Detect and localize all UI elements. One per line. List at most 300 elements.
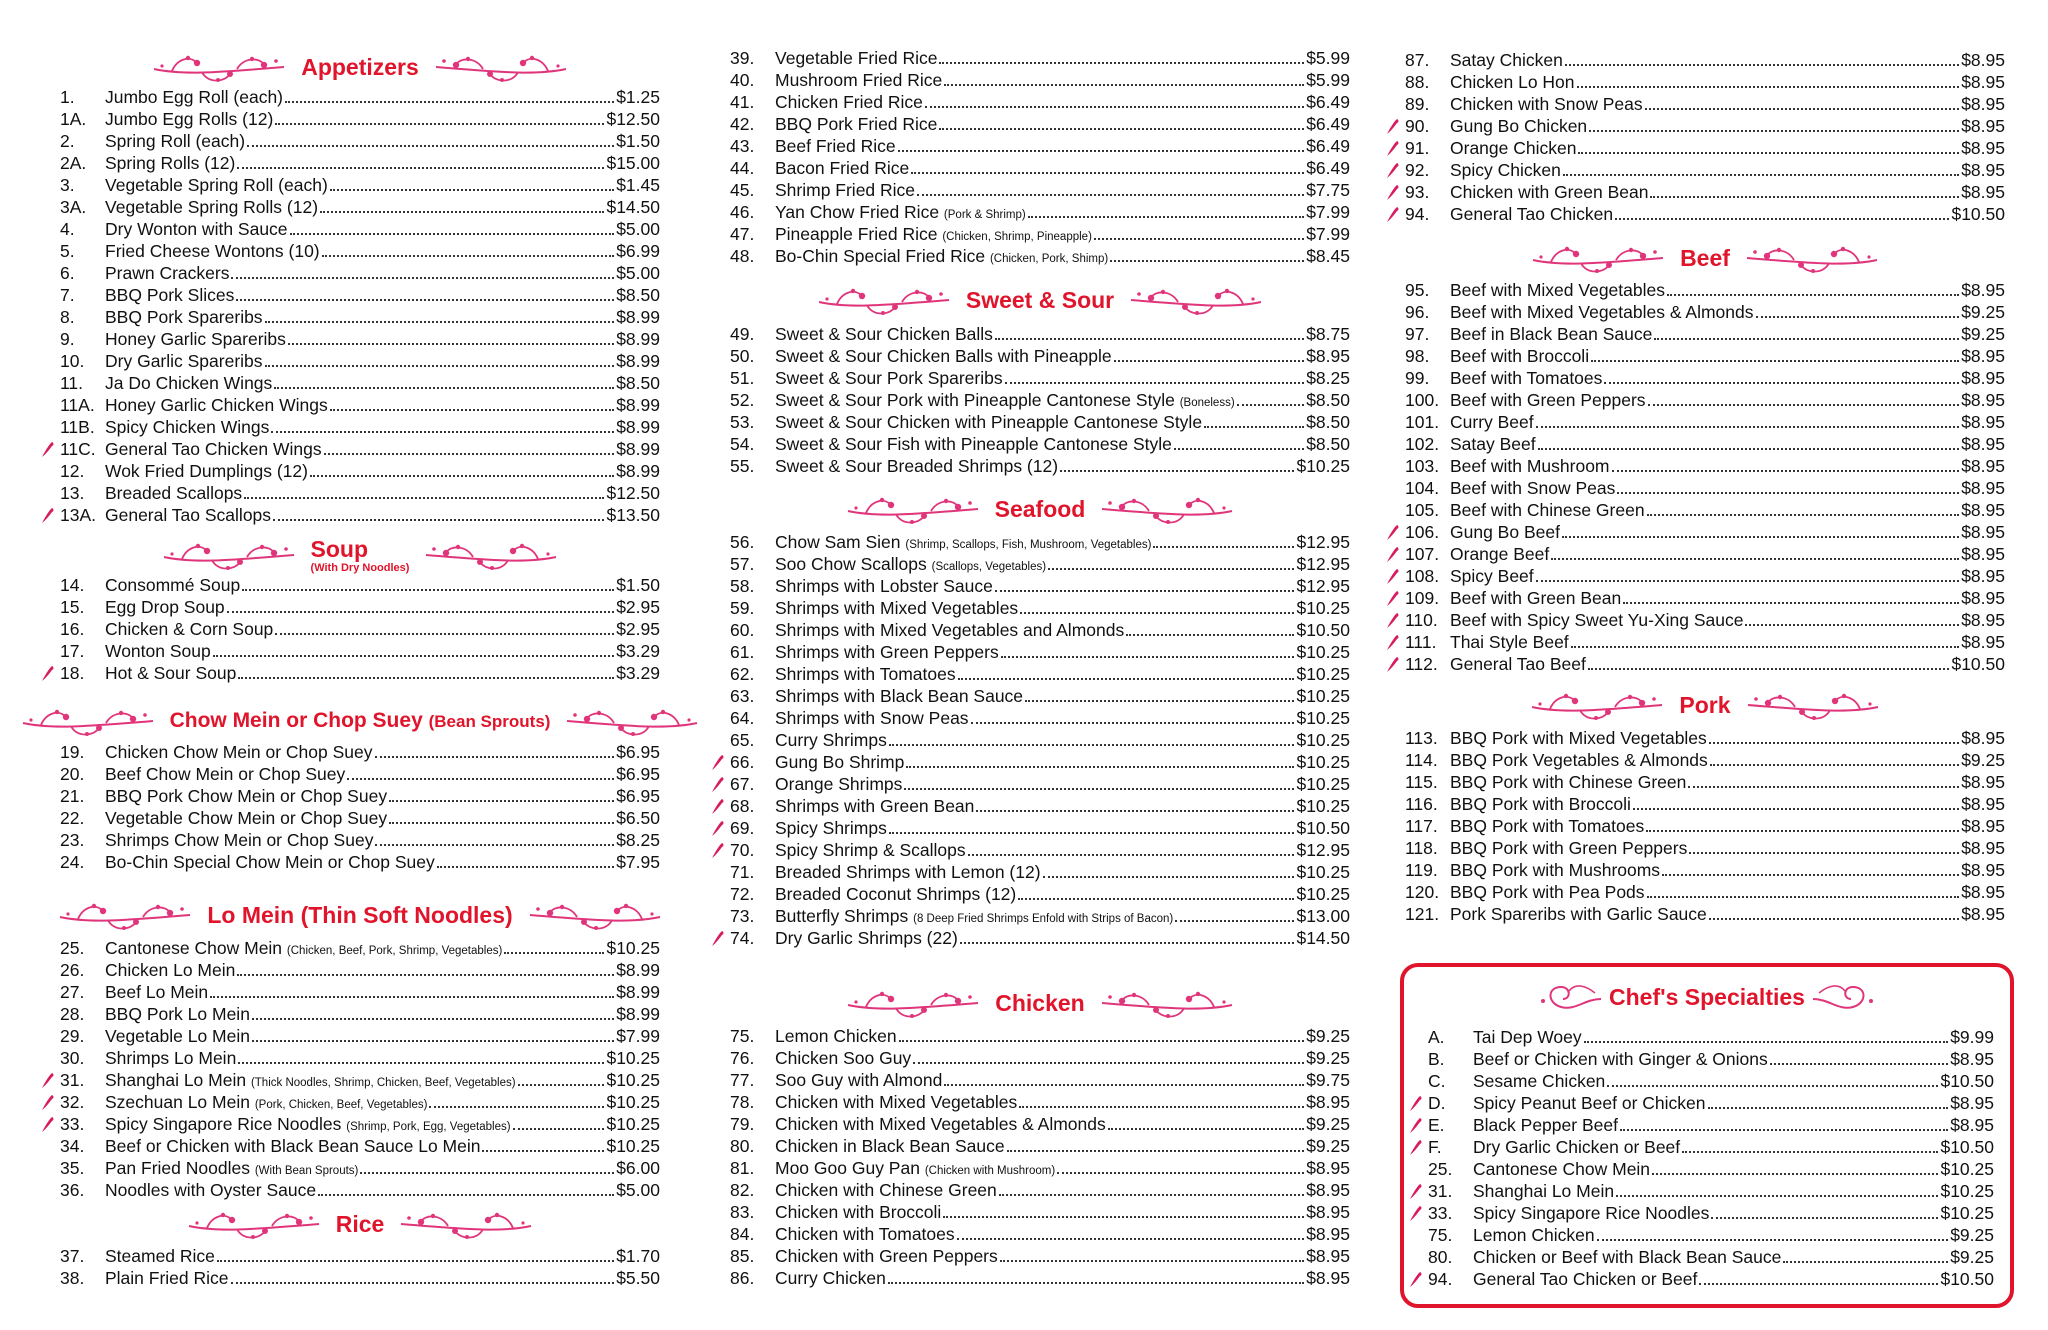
item-number: 11C. [60,439,96,459]
item-name [1450,727,1707,749]
item-price: $15.00 [606,153,660,173]
item-name [105,438,322,460]
menu-item [1405,93,2005,115]
dot-leader [1623,602,1959,604]
dot-leader [1028,216,1304,218]
menu-item [730,245,1350,267]
item-name-text: Plain Fried Rice [105,1268,229,1288]
item-name [105,1003,250,1025]
item-name [1450,815,1644,837]
item-number: 12. [60,461,85,481]
item-number: 86. [730,1268,755,1288]
item-name-text: Shrimps with Lobster Sauce [775,576,993,596]
item-price: $10.25 [1296,664,1350,684]
menu-item [730,1157,1350,1179]
item-number: 8. [60,307,75,327]
item-price: $9.25 [1961,302,2005,322]
dot-leader [360,1172,614,1174]
item-name [1450,203,1613,225]
menu-item [60,1267,660,1289]
dot-leader [244,497,604,499]
section-title: Appetizers [301,53,419,80]
item-name-text: Curry Shrimps [775,730,887,750]
item-note: (Pork, Chicken, Beef, Vegetables) [254,1099,428,1111]
hot-pepper-icon [1386,524,1400,541]
dot-leader [437,866,614,868]
section-title: Beef [1680,244,1730,271]
dot-leader [944,84,1304,86]
item-number: 105. [1405,500,1440,520]
menu-item [60,350,660,372]
dot-leader [1652,1173,1938,1175]
hot-pepper-icon [1386,118,1400,135]
item-number: 65. [730,730,755,750]
item-price: $10.25 [1296,884,1350,904]
hot-pepper-icon [711,798,725,815]
menu-item [60,416,660,438]
item-name-text: Moo Goo Guy Pan [775,1158,920,1178]
dot-leader [1612,470,1960,472]
item-price: $8.99 [616,461,660,481]
item-price: $5.99 [1306,70,1350,90]
menu-list-soup [60,574,660,684]
dot-leader [925,106,1304,108]
item-number: 81. [730,1158,755,1178]
item-number: 48. [730,246,755,266]
item-name-text: Curry Chicken [775,1268,886,1288]
item-name [775,575,993,597]
floral-ornament-icon [564,703,699,739]
item-name-text: BBQ Pork Fried Rice [775,114,938,134]
menu-item [1405,837,2005,859]
floral-ornament-icon [1744,240,1879,276]
menu-item [60,372,660,394]
item-name [105,1267,229,1289]
item-name-text: Shrimps with Mixed Vegetables and Almonds [775,620,1125,640]
item-name-text: Orange Beef [1450,544,1550,564]
menu-item [730,157,1350,179]
item-number: 75. [730,1026,755,1046]
item-note: (Scallops, Vegetables) [931,561,1047,573]
menu-item [60,196,660,218]
item-name-text: Prawn Crackers [105,263,230,283]
menu-item [60,1135,660,1157]
menu-item [730,1135,1350,1157]
item-name [1473,1246,1781,1268]
item-name-text: Consommé Soup [105,575,241,595]
section-title [156,709,565,733]
dot-leader [1538,448,1960,450]
menu-item [730,795,1350,817]
dot-leader [1043,876,1295,878]
dot-leader [213,655,614,657]
item-name-text: BBQ Pork Spareribs [105,307,263,327]
item-name [775,927,958,949]
item-name [1450,279,1665,301]
menu-item [60,394,660,416]
item-name-text: Szechuan Lo Mein [105,1092,250,1112]
hot-pepper-icon [1386,568,1400,585]
hot-pepper-icon [41,507,55,524]
item-price: $10.25 [1296,862,1350,882]
item-name-text: BBQ Pork with Broccoli [1450,794,1631,814]
item-name [775,1201,941,1223]
item-number: 27. [60,982,85,1002]
menu-item [1405,499,2005,521]
item-price: $10.50 [1951,654,2005,674]
item-name-text: Shanghai Lo Mein [1473,1181,1615,1201]
hot-pepper-icon [1386,656,1400,673]
item-number: 76. [730,1048,755,1068]
menu-item [730,553,1350,575]
item-name [105,196,318,218]
item-name-text: Vegetable Fried Rice [775,48,938,68]
item-name [775,1113,1106,1135]
floral-ornament-icon [398,1206,533,1242]
item-number: 11B. [60,417,95,437]
floral-ornament-icon [433,49,568,85]
item-name [105,416,269,438]
hot-pepper-icon [711,776,725,793]
item-name-text: Shrimps Lo Mein [105,1048,237,1068]
menu-item [730,883,1350,905]
menu-list-beef [1405,279,2005,675]
item-note: (Chicken, Shrimp, Pineapple) [942,231,1092,243]
item-name [775,455,1058,477]
dot-leader [1577,86,1960,88]
dot-leader [1588,668,1950,670]
item-price: $3.29 [616,663,660,683]
dot-leader [889,744,1295,746]
item-number: 41. [730,92,755,112]
hot-pepper-icon [1386,612,1400,629]
item-name-text: Chicken with Green Peppers [775,1246,998,1266]
item-price: $8.50 [1306,434,1350,454]
menu-item [730,179,1350,201]
item-name-text: Cantonese Chow Mein [1473,1159,1651,1179]
item-price: $10.25 [606,938,660,958]
item-number: 3. [60,175,75,195]
item-name [105,86,283,108]
item-name-text: Pan Fried Noodles [105,1158,250,1178]
item-name-text: Egg Drop Soup [105,597,225,617]
item-number: 111. [1405,632,1437,652]
dot-leader [1025,700,1294,702]
item-number: 21. [60,786,85,806]
item-name-text: Mushroom Fried Rice [775,70,943,90]
section-title: Pork [1679,691,1731,718]
menu-item [1405,137,2005,159]
item-price: $8.95 [1961,794,2005,814]
item-name-text: Fried Cheese Wontons (10) [105,241,320,261]
item-number: 57. [730,554,755,574]
dot-leader [504,952,604,954]
dot-leader [1646,830,1959,832]
item-name-text: General Tao Chicken Wings [105,439,322,459]
menu-item [1405,903,2005,925]
item-number: 40. [730,70,755,90]
item-name-text: BBQ Pork Chow Mein or Chop Suey [105,786,388,806]
menu-item [1428,1246,1994,1268]
item-number: 16. [60,619,85,639]
dot-leader [1770,1063,1948,1065]
item-number: 1. [60,87,75,107]
item-name-text: Sweet & Sour Chicken Balls [775,324,993,344]
item-name-text: Gung Bo Shrimp [775,752,905,772]
menu-item [730,619,1350,641]
item-name-text: Sweet & Sour Pork with Pineapple Cantonese Style [775,390,1175,410]
menu-item [730,389,1350,411]
dot-leader [238,677,614,679]
dot-leader [1783,1261,1948,1263]
item-number: 64. [730,708,755,728]
menu-item [60,306,660,328]
item-price: $8.95 [1961,138,2005,158]
item-name-text: Sweet & Sour Chicken with Pineapple Cantonese Style [775,412,1203,432]
item-name [1450,367,1602,389]
item-number: 67. [730,774,755,794]
item-name-text: Thai Style Beef [1450,632,1569,652]
menu-item [1428,1202,1994,1224]
item-number: 42. [730,114,755,134]
dot-leader [1654,338,1959,340]
section-title-paren: (Bean Sprouts) [428,712,551,731]
dot-leader [1617,492,1959,494]
item-name-text: Lemon Chicken [775,1026,897,1046]
hot-pepper-icon [1409,1095,1423,1112]
menu-item [60,240,660,262]
item-number: 52. [730,390,755,410]
item-number: 32. [60,1092,85,1112]
item-price: $9.25 [1950,1247,1994,1267]
menu-item [1405,433,2005,455]
item-name-text: Beef in Black Bean Sauce [1450,324,1653,344]
item-number: 71. [730,862,755,882]
item-name-text: Chicken with Tomatoes [775,1224,955,1244]
menu-item [1405,727,2005,749]
item-price: $8.50 [616,285,660,305]
item-name [775,817,887,839]
item-number: 28. [60,1004,85,1024]
item-name-text: Orange Chicken [1450,138,1577,158]
item-price: $6.00 [616,1158,660,1178]
item-number: 49. [730,324,755,344]
item-number: 109. [1405,588,1440,608]
dot-leader [1126,634,1294,636]
menu-item [730,663,1350,685]
dot-leader [1647,514,1960,516]
dot-leader [1005,382,1305,384]
item-name [775,619,1124,641]
item-number: 54. [730,434,755,454]
dot-leader [1756,316,1960,318]
item-number: 33. [1428,1203,1453,1223]
item-name [775,1091,1017,1113]
item-name-text: Chicken with Mixed Vegetables & Almonds [775,1114,1106,1134]
dot-leader [236,299,614,301]
dot-leader [1620,1129,1948,1131]
item-name [105,284,234,306]
item-name [1450,71,1575,93]
dot-leader [237,974,614,976]
item-price: $8.50 [1306,390,1350,410]
item-name-text: Noodles with Oyster Sauce [105,1180,317,1200]
item-number: 31. [60,1070,85,1090]
menu-item [730,1025,1350,1047]
dot-leader [943,1216,1304,1218]
dot-leader [1057,1172,1304,1174]
dot-leader [1645,108,1960,110]
item-price: $8.95 [1961,182,2005,202]
item-number: 17. [60,641,85,661]
item-name-text: Spicy Chicken Wings [105,417,270,437]
dot-leader [310,475,614,477]
item-number: 50. [730,346,755,366]
item-name [105,741,373,763]
item-name-text: Jumbo Egg Roll (each) [105,87,283,107]
item-name-text: Chicken or Beef with Black Bean Sauce [1473,1247,1782,1267]
hot-pepper-icon [41,665,55,682]
swirl-ornament-icon [1535,979,1605,1015]
item-name [775,1069,942,1091]
item-number: 79. [730,1114,755,1134]
item-number: 60. [730,620,755,640]
item-name-text: BBQ Pork with Pea Pods [1450,882,1645,902]
menu-item [730,323,1350,345]
item-name-text: Yan Chow Fried Rice [775,202,940,222]
floral-ornament-icon [58,897,193,933]
item-number: 9. [60,329,75,349]
item-name [775,597,1018,619]
item-price: $1.50 [616,131,660,151]
item-number: 72. [730,884,755,904]
item-number: 75. [1428,1225,1453,1245]
item-name-text: Breaded Coconut Shrimps (12) [775,884,1017,904]
floral-ornament-icon [846,491,981,527]
hot-pepper-icon [41,1116,55,1133]
item-price: $8.95 [1961,390,2005,410]
item-name-text: Chicken & Corn Soup [105,619,274,639]
item-price: $3.29 [616,641,660,661]
floral-ornament-icon [1128,282,1263,318]
item-price: $8.99 [616,329,660,349]
item-name [775,345,1112,367]
dot-leader [1018,898,1294,900]
menu-item [730,1245,1350,1267]
hot-pepper-icon [711,930,725,947]
menu-list-rice-a [60,1245,660,1289]
menu-item [1428,1026,1994,1048]
item-price: $1.70 [616,1246,660,1266]
item-name-text: Shrimps with Green Bean [775,796,975,816]
item-number: 22. [60,808,85,828]
menu-list-sweet-sour [730,323,1350,477]
item-number: 69. [730,818,755,838]
menu-item [60,328,660,350]
item-name [1450,433,1536,455]
item-name [105,785,387,807]
section-header-seafood [730,487,1350,531]
item-price: $9.25 [1306,1114,1350,1134]
item-number: 106. [1405,522,1440,542]
item-name-text: General Tao Chicken or Beef [1473,1269,1698,1289]
item-name-text: Beef with Green Bean [1450,588,1622,608]
menu-item [730,1069,1350,1091]
dot-leader [913,1062,1304,1064]
item-price: $2.95 [616,619,660,639]
item-name [105,574,240,596]
item-name [775,113,937,135]
item-price: $8.99 [616,351,660,371]
item-number: C. [1428,1071,1446,1091]
menu-item [60,152,660,174]
menu-item [60,1245,660,1267]
item-price: $8.99 [616,395,660,415]
item-number: 108. [1405,566,1440,586]
floral-ornament-icon [1531,240,1666,276]
menu-item [1405,609,2005,631]
menu-item [1428,1136,1994,1158]
item-number: 44. [730,158,755,178]
dot-leader [1607,1085,1938,1087]
item-price: $9.25 [1961,750,2005,770]
item-name-text: Spicy Peanut Beef or Chicken [1473,1093,1706,1113]
item-number: 25. [1428,1159,1453,1179]
item-name-text: General Tao Chicken [1450,204,1614,224]
item-number: 117. [1405,816,1438,836]
dot-leader [1708,1107,1949,1109]
item-number: 66. [730,752,755,772]
item-price: $8.95 [1306,1180,1350,1200]
menu-item [730,927,1350,949]
item-price: $10.25 [1940,1159,1994,1179]
item-number: 103. [1405,456,1440,476]
hot-pepper-icon [711,754,725,771]
dot-leader [275,123,604,125]
item-name [1450,521,1560,543]
dot-leader [265,365,615,367]
item-name [1450,411,1534,433]
dot-leader [274,387,614,389]
item-name-text: Spicy Chicken [1450,160,1561,180]
dot-leader [324,453,615,455]
item-name-text: Dry Garlic Chicken or Beef [1473,1137,1681,1157]
item-number: 59. [730,598,755,618]
menu-item [1405,389,2005,411]
item-price: $5.00 [616,219,660,239]
item-name [775,839,966,861]
item-name-text: Bacon Fried Rice [775,158,910,178]
item-name-text: Dry Garlic Spareribs [105,351,263,371]
dot-leader [1563,174,1959,176]
menu-list-chef [1428,1026,1994,1290]
item-price: $8.99 [616,982,660,1002]
item-name [105,504,271,526]
menu-item [730,531,1350,553]
item-name-text: Chicken Soo Guy [775,1048,912,1068]
item-name-text: Shrimps with Black Bean Sauce [775,686,1024,706]
item-number: 56. [730,532,755,552]
item-name-text: Beef with Chinese Green [1450,500,1645,520]
item-note: (Chicken with Mushroom) [924,1165,1056,1177]
menu-item [730,1113,1350,1135]
item-name-text: Gung Bo Chicken [1450,116,1588,136]
dot-leader [1688,786,1959,788]
item-number: 87. [1405,50,1430,70]
item-name-text: Spring Roll (each) [105,131,246,151]
item-name [1473,1202,1709,1224]
section-title: Chicken [995,989,1085,1016]
